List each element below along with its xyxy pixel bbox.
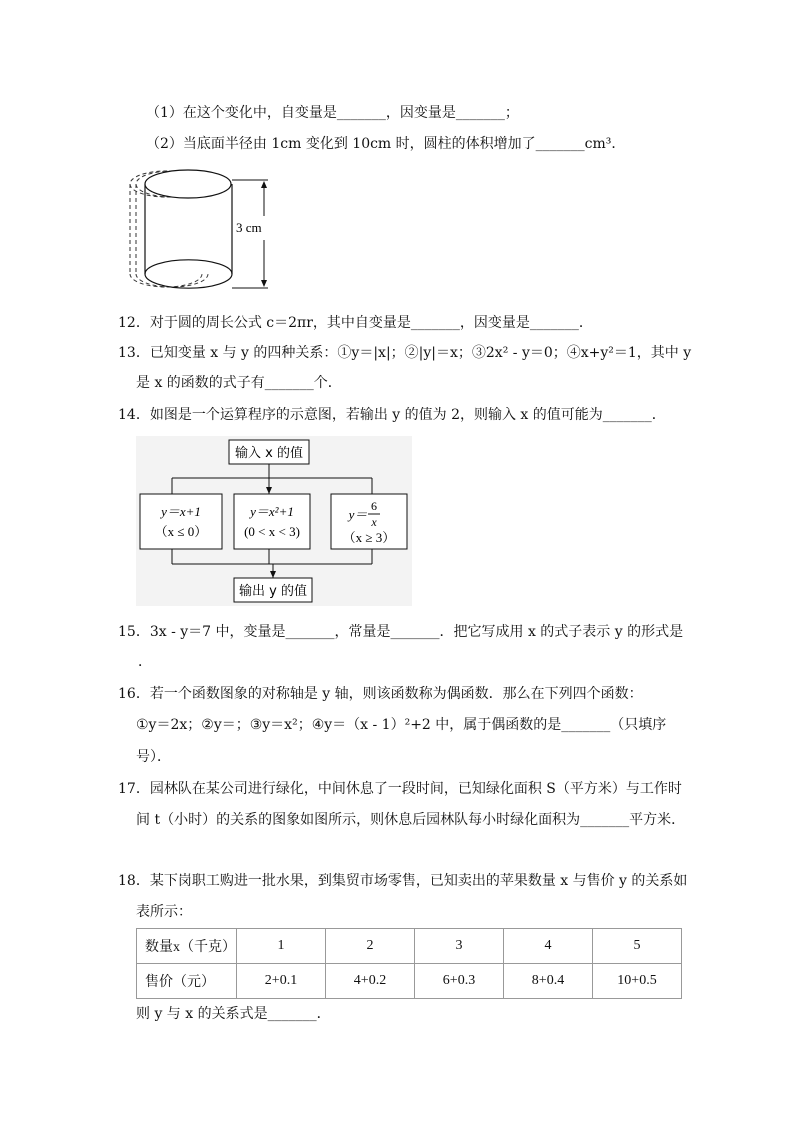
flowchart [136, 436, 412, 606]
q18-line1: 18．某下岗职工购进一批水果，到集贸市场零售，已知卖出的苹果数量 x 与售价 y 的关系如 [118, 873, 688, 889]
q11-line2: （2）当底面半径由 1cm 变化到 10cm 时，圆柱的体积增加了_______cm³． [146, 136, 626, 152]
table-cell: 4+0.2 [326, 964, 415, 999]
table-cell: 1 [237, 929, 326, 964]
table-cell: 6+0.3 [415, 964, 504, 999]
table-header-price: 售价（元） [137, 964, 237, 999]
flow-box3-formula: y＝ [348, 507, 368, 522]
q11-line1: （1）在这个变化中，自变量是_______，因变量是_______； [146, 105, 519, 121]
flow-box3-cond: （x ≥ 3） [342, 530, 396, 545]
table-row-quantity [137, 929, 682, 964]
q17-line2: 间 t（小时）的关系的图象如图所示，则休息后园林队每小时绿化面积为_______平方米． [136, 812, 686, 828]
table-cell: 4 [504, 929, 593, 964]
flow-box2-cond: (0 < x < 3) [244, 524, 300, 539]
flow-box1-formula: y＝x+1 [161, 504, 201, 519]
table-header-quantity: 数量x（千克） [137, 929, 237, 964]
flow-box1-cond: （x ≤ 0） [154, 524, 208, 539]
table-cell: 2 [326, 929, 415, 964]
q15-line2: ． [138, 654, 152, 670]
q17-line1: 17．园林队在某公司进行绿化，中间休息了一段时间，已知绿化面积 S（平方米）与工作时 [118, 781, 682, 797]
flow-input-label: 输入 x 的值 [235, 446, 303, 461]
q18-line3: 则 y 与 x 的关系式是_______． [136, 1006, 331, 1022]
table-cell: 3 [415, 929, 504, 964]
q16-line3: 号）． [136, 749, 171, 765]
table-cell: 8+0.4 [504, 964, 593, 999]
flow-output-label: 输出 y 的值 [239, 584, 307, 599]
flow-box-1 [140, 494, 222, 549]
q16-line2: ①y＝2x；②y＝；③y＝x²；④y＝（x - 1）²+2 中，属于偶函数的是_______（只填序 [136, 717, 667, 733]
price-table [136, 928, 682, 999]
table-row-price [137, 964, 682, 999]
q13-line1: 13．已知变量 x 与 y 的四种关系：①y＝|x|；②|y|＝x；③2x² - y＝0；④x+y²＝1，其中 y [118, 345, 692, 361]
q16-line1: 16．若一个函数图象的对称轴是 y 轴，则该函数称为偶函数．那么在下列四个函数： [118, 686, 643, 702]
flow-box2-formula: y＝x²+1 [250, 504, 294, 519]
q15-line1: 15．3x - y＝7 中，变量是_______，常量是_______．把它写成用 x 的式子表示 y 的形式是 [118, 624, 684, 640]
table-cell: 2+0.1 [237, 964, 326, 999]
flow-box-2 [234, 494, 310, 549]
height-label: 3 cm [236, 220, 262, 235]
q18-line2: 表所示： [136, 904, 192, 920]
flow-box3-denominator: x [371, 515, 377, 529]
table-cell: 5 [593, 929, 682, 964]
table-cell: 10+0.5 [593, 964, 682, 999]
cylinder-figure [128, 164, 278, 296]
q12-line1: 12．对于圆的周长公式 c＝2πr，其中自变量是_______，因变量是_______． [118, 315, 593, 331]
q14-line1: 14．如图是一个运算程序的示意图，若输出 y 的值为 2，则输入 x 的值可能为_______． [118, 407, 666, 423]
q13-line2: 是 x 的函数的式子有_______个． [136, 375, 342, 391]
flow-box3-numerator: 6 [371, 499, 377, 513]
